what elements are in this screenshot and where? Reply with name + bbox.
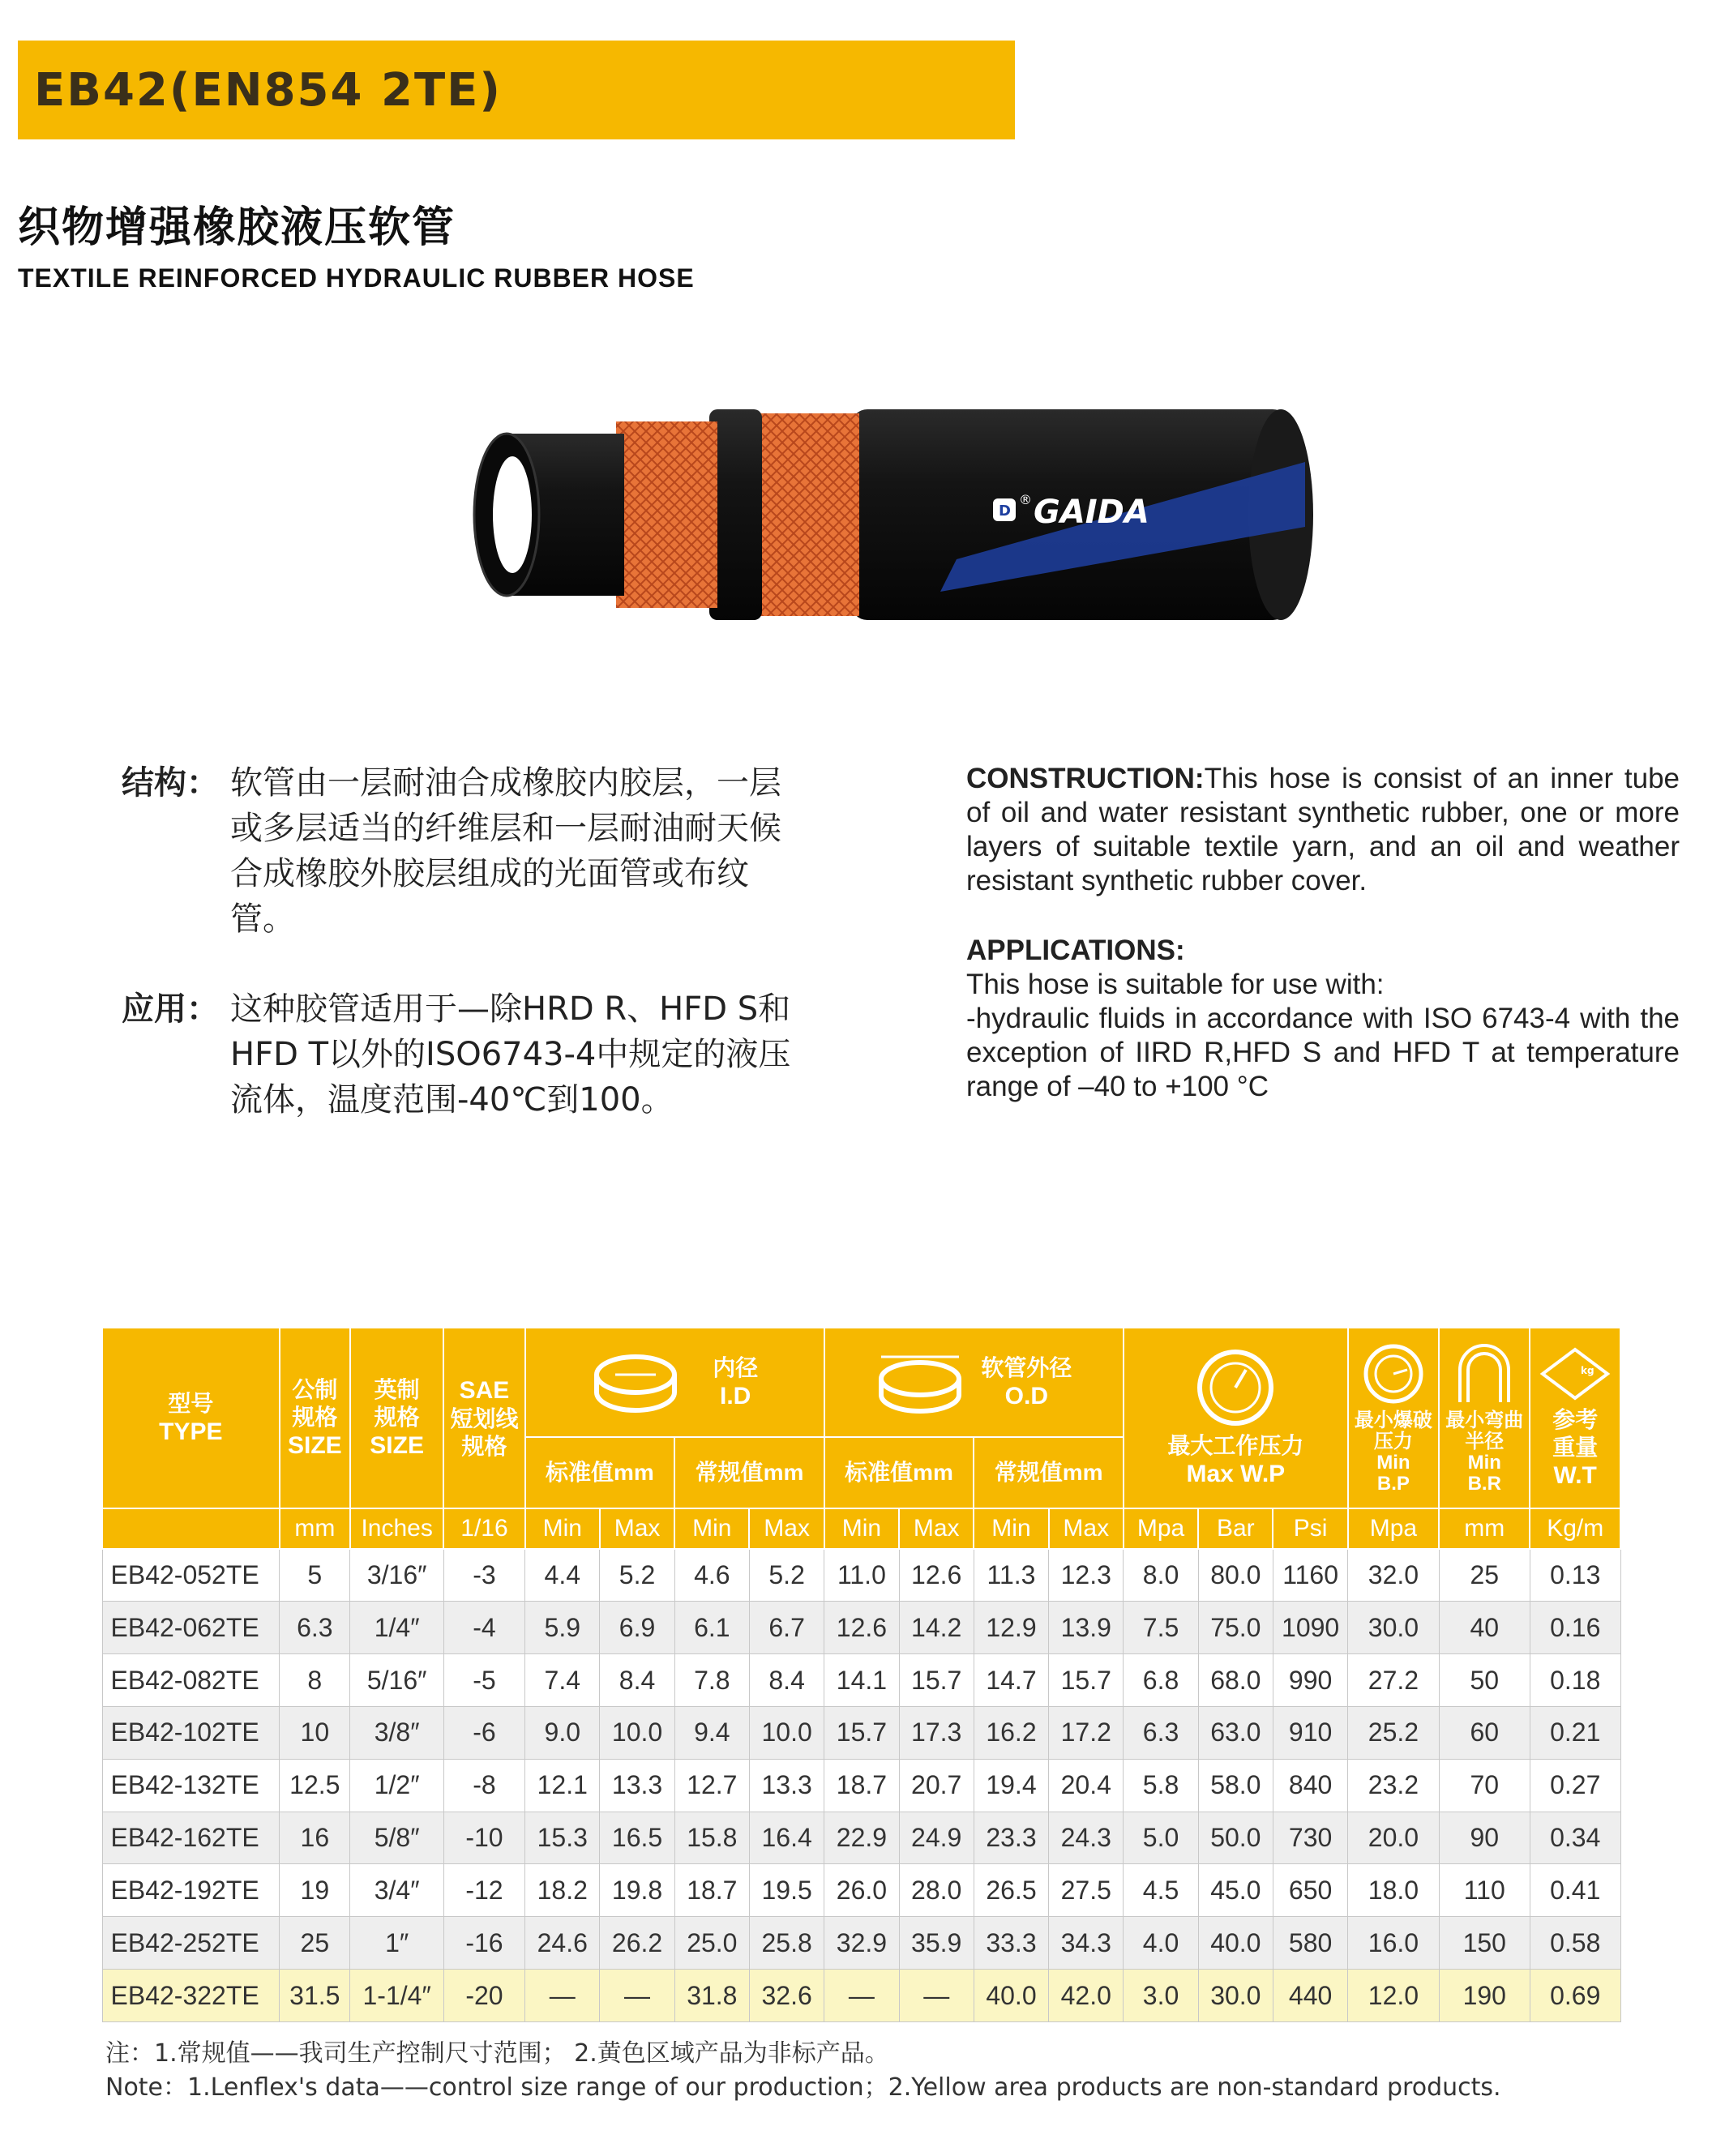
table-cell: 12.6 [899, 1549, 974, 1602]
unit-cell: Min [674, 1508, 749, 1549]
table-cell: 12.5 [280, 1759, 350, 1812]
table-cell: 15.7 [899, 1654, 974, 1707]
table-cell: 0.13 [1530, 1549, 1620, 1602]
hose-textile-layer-2 [754, 413, 859, 616]
table-row [102, 1917, 1620, 1970]
table-cell: 26.0 [824, 1864, 899, 1917]
table-cell: -10 [443, 1812, 524, 1864]
table-row [102, 1812, 1620, 1864]
header-weight: kg 参考 重量 W.T [1530, 1328, 1620, 1508]
table-cell: 10.0 [749, 1706, 824, 1759]
table-row [102, 1602, 1620, 1654]
table-cell: 18.2 [525, 1864, 600, 1917]
table-cell: 14.1 [824, 1654, 899, 1707]
hose-textile-layer-1 [616, 421, 717, 608]
table-cell: 13.9 [1049, 1602, 1124, 1654]
table-cell: 20.4 [1049, 1759, 1124, 1812]
english-product-title: TEXTILE REINFORCED HYDRAULIC RUBBER HOSE [18, 263, 695, 293]
table-cell: 990 [1273, 1654, 1347, 1707]
cn-structure-section [122, 760, 851, 942]
type-cell: EB42-192TE [102, 1864, 280, 1917]
unit-cell: Inches [350, 1508, 443, 1549]
table-cell: -12 [443, 1864, 524, 1917]
type-cell: EB42-052TE [102, 1549, 280, 1602]
table-cell: 16.4 [749, 1812, 824, 1864]
table-cell: 90 [1439, 1812, 1530, 1864]
table-cell: — [525, 1970, 600, 2022]
type-cell: EB42-102TE [102, 1706, 280, 1759]
cn-structure-line: 软管由一层耐油合成橡胶内胶层，一层 [230, 764, 781, 802]
table-cell: — [824, 1970, 899, 2022]
table-cell: 34.3 [1049, 1917, 1124, 1970]
table-cell: 3/8″ [350, 1706, 443, 1759]
table-cell: 1″ [350, 1917, 443, 1970]
table-cell: 0.21 [1530, 1706, 1620, 1759]
header-od-regular: 常规值mm [974, 1437, 1124, 1508]
table-cell: 40.0 [1198, 1917, 1273, 1970]
table-cell: 0.27 [1530, 1759, 1620, 1812]
table-cell: 15.7 [824, 1706, 899, 1759]
table-cell: 6.3 [280, 1602, 350, 1654]
header-sae-dash: SAE 短划线 规格 [443, 1328, 524, 1508]
table-cell: 50 [1439, 1654, 1530, 1707]
unit-row [102, 1508, 1620, 1549]
table-row [102, 1549, 1620, 1602]
cn-structure-line: 或多层适当的纤维层和一层耐油耐天候 [230, 810, 781, 847]
table-cell: 32.0 [1348, 1549, 1439, 1602]
unit-cell: Bar [1198, 1508, 1273, 1549]
svg-text:D: D [999, 503, 1011, 520]
model-title-bar [18, 41, 1015, 139]
specification-table [101, 1327, 1621, 2022]
outer-diameter-icon [875, 1350, 965, 1415]
table-cell: 4.5 [1124, 1864, 1198, 1917]
table-cell: 32.6 [749, 1970, 824, 2022]
chinese-product-title: 织物增强橡胶液压软管 [18, 203, 456, 252]
table-cell: 840 [1273, 1759, 1347, 1812]
table-cell: 31.8 [674, 1970, 749, 2022]
table-cell: 40 [1439, 1602, 1530, 1654]
table-cell: 35.9 [899, 1917, 974, 1970]
en-applications-section [966, 934, 1680, 1104]
table-row [102, 1759, 1620, 1812]
table-cell: 150 [1439, 1917, 1530, 1970]
header-id-standard: 标准值mm [525, 1437, 675, 1508]
header-outer-diameter: 软管外径 O.D [824, 1328, 1124, 1437]
table-cell: 6.3 [1124, 1706, 1198, 1759]
note-english: Note：1.Lenflex's data——control size range of our production；2.Yellow area products are non-standard products. [105, 2073, 1501, 2102]
table-cell: 11.3 [974, 1549, 1048, 1602]
cn-application-section [122, 986, 851, 1123]
table-cell: 22.9 [824, 1812, 899, 1864]
unit-cell: Min [525, 1508, 600, 1549]
type-cell: EB42-082TE [102, 1654, 280, 1707]
table-cell: 18.7 [674, 1864, 749, 1917]
burst-gauge-icon [1357, 1341, 1430, 1406]
table-cell: 17.3 [899, 1706, 974, 1759]
table-cell: 26.5 [974, 1864, 1048, 1917]
table-cell: 12.3 [1049, 1549, 1124, 1602]
table-cell: 0.41 [1530, 1864, 1620, 1917]
table-cell: 10 [280, 1706, 350, 1759]
unit-cell: Mpa [1348, 1508, 1439, 1549]
table-cell: 50.0 [1198, 1812, 1273, 1864]
hose-product-image [470, 397, 1321, 640]
table-cell: 5 [280, 1549, 350, 1602]
table-cell: 33.3 [974, 1917, 1048, 1970]
cn-structure-label: 结构： [122, 764, 219, 802]
table-cell: 5.8 [1124, 1759, 1198, 1812]
unit-cell: Min [974, 1508, 1048, 1549]
table-cell: 32.9 [824, 1917, 899, 1970]
cn-application-line: 流体，温度范围-40℃到100。 [230, 1081, 674, 1119]
table-cell: 16.5 [600, 1812, 674, 1864]
table-cell: 580 [1273, 1917, 1347, 1970]
table-cell: 18.7 [824, 1759, 899, 1812]
table-cell: 12.7 [674, 1759, 749, 1812]
header-working-pressure: 最大工作压力 Max W.P [1124, 1328, 1348, 1508]
en-applications-text: -hydraulic fluids in accordance with ISO 6743-4 with the exception of IIRD R,HFD S and HFD T at temperature range of –40 to +100 °C [966, 1003, 1680, 1102]
table-row [102, 1970, 1620, 2022]
table-cell: 0.69 [1530, 1970, 1620, 2022]
table-cell: 75.0 [1198, 1602, 1273, 1654]
table-cell: 25.2 [1348, 1706, 1439, 1759]
table-cell: 25.8 [749, 1917, 824, 1970]
header-size-inch: 英制 规格 SIZE [350, 1328, 443, 1508]
table-row [102, 1706, 1620, 1759]
table-cell: 0.16 [1530, 1602, 1620, 1654]
gaida-logo-icon [993, 498, 1016, 521]
table-cell: 6.9 [600, 1602, 674, 1654]
table-cell: 8.4 [749, 1654, 824, 1707]
table-body [102, 1549, 1620, 2022]
table-cell: 14.2 [899, 1602, 974, 1654]
pressure-gauge-icon [1191, 1347, 1280, 1428]
table-row [102, 1864, 1620, 1917]
en-construction-label: CONSTRUCTION: [966, 763, 1205, 794]
table-cell: 1-1/4″ [350, 1970, 443, 2022]
table-cell: 730 [1273, 1812, 1347, 1864]
table-cell: 28.0 [899, 1864, 974, 1917]
table-cell: 4.6 [674, 1549, 749, 1602]
table-cell: -5 [443, 1654, 524, 1707]
weight-icon [1539, 1345, 1612, 1402]
table-cell: 15.8 [674, 1812, 749, 1864]
table-cell: 30.0 [1198, 1970, 1273, 2022]
table-cell: 10.0 [600, 1706, 674, 1759]
model-title: EB42(EN854 2TE) [34, 63, 502, 117]
table-cell: 3/4″ [350, 1864, 443, 1917]
table-cell: 16.2 [974, 1706, 1048, 1759]
table-row [102, 1654, 1620, 1707]
table-cell: 7.8 [674, 1654, 749, 1707]
table-cell: 0.34 [1530, 1812, 1620, 1864]
table-cell: 60 [1439, 1706, 1530, 1759]
table-cell: 27.2 [1348, 1654, 1439, 1707]
header-bend-radius: 最小弯曲 半径 Min B.R [1439, 1328, 1530, 1508]
table-cell: 20.7 [899, 1759, 974, 1812]
unit-cell-blank [102, 1508, 280, 1549]
table-cell: 4.0 [1124, 1917, 1198, 1970]
en-construction-text: This hose is consist of an inner tube of oil and water resistant synthetic rubber, one or more layers of suitable textile yarn, and an oil and weather resistant synthetic rubber cover. [966, 763, 1680, 896]
table-cell: 1090 [1273, 1602, 1347, 1654]
table-cell: 5/8″ [350, 1812, 443, 1864]
unit-cell: mm [1439, 1508, 1530, 1549]
cn-structure-line: 合成橡胶外胶层组成的光面管或布纹 [230, 855, 749, 892]
table-cell: — [899, 1970, 974, 2022]
type-cell: EB42-162TE [102, 1812, 280, 1864]
table-cell: 3/16″ [350, 1549, 443, 1602]
unit-cell: mm [280, 1508, 350, 1549]
table-cell: 13.3 [600, 1759, 674, 1812]
en-applications-intro: This hose is suitable for use with: [966, 969, 1385, 1000]
table-cell: 3.0 [1124, 1970, 1198, 2022]
table-cell: 25.0 [674, 1917, 749, 1970]
table-cell: 910 [1273, 1706, 1347, 1759]
table-cell: 23.2 [1348, 1759, 1439, 1812]
table-cell: 25 [280, 1917, 350, 1970]
unit-cell: Kg/m [1530, 1508, 1620, 1549]
cn-application-line: HFD T以外的ISO6743-4中规定的液压 [230, 1036, 791, 1073]
type-cell: EB42-322TE [102, 1970, 280, 2022]
table-cell: 24.9 [899, 1812, 974, 1864]
hose-bore [493, 456, 532, 573]
table-cell: 650 [1273, 1864, 1347, 1917]
table-cell: 12.1 [525, 1759, 600, 1812]
table-cell: 1160 [1273, 1549, 1347, 1602]
table-cell: 0.18 [1530, 1654, 1620, 1707]
table-cell: 1/2″ [350, 1759, 443, 1812]
table-cell: 70 [1439, 1759, 1530, 1812]
table-cell: 19 [280, 1864, 350, 1917]
table-cell: 14.7 [974, 1654, 1048, 1707]
table-cell: 16.0 [1348, 1917, 1439, 1970]
unit-cell: Max [899, 1508, 974, 1549]
table-cell: 20.0 [1348, 1812, 1439, 1864]
table-cell: 80.0 [1198, 1549, 1273, 1602]
table-cell: 42.0 [1049, 1970, 1124, 2022]
header-inner-diameter: 内径 I.D [525, 1328, 824, 1437]
table-cell: 440 [1273, 1970, 1347, 2022]
table-cell: 12.9 [974, 1602, 1048, 1654]
svg-text:kg: kg [1581, 1365, 1594, 1376]
table-cell: 19.4 [974, 1759, 1048, 1812]
table-cell: -4 [443, 1602, 524, 1654]
table-cell: 7.5 [1124, 1602, 1198, 1654]
table-cell: 16 [280, 1812, 350, 1864]
inner-diameter-icon [591, 1350, 680, 1415]
header-burst-pressure: 最小爆破 压力 Min B.P [1348, 1328, 1439, 1508]
table-cell: 40.0 [974, 1970, 1048, 2022]
table-cell: 26.2 [600, 1917, 674, 1970]
table-cell: 17.2 [1049, 1706, 1124, 1759]
unit-cell: Min [824, 1508, 899, 1549]
table-cell: 6.8 [1124, 1654, 1198, 1707]
unit-cell: Max [1049, 1508, 1124, 1549]
bend-radius-icon [1448, 1341, 1521, 1406]
table-cell: -16 [443, 1917, 524, 1970]
header-size-mm: 公制 规格 SIZE [280, 1328, 350, 1508]
table-cell: 8.0 [1124, 1549, 1198, 1602]
unit-cell: Max [749, 1508, 824, 1549]
table-cell: 19.8 [600, 1864, 674, 1917]
table-cell: 190 [1439, 1970, 1530, 2022]
header-id-regular: 常规值mm [674, 1437, 824, 1508]
table-cell: 5.0 [1124, 1812, 1198, 1864]
table-cell: 8 [280, 1654, 350, 1707]
table-cell: -8 [443, 1759, 524, 1812]
table-cell: 5.2 [749, 1549, 824, 1602]
registered-mark: ® [1019, 492, 1032, 507]
table-cell: 25 [1439, 1549, 1530, 1602]
table-cell: 13.3 [749, 1759, 824, 1812]
type-cell: EB42-062TE [102, 1602, 280, 1654]
cn-application-line: 这种胶管适用于—除HRD R、HFD S和 [230, 990, 791, 1028]
type-cell: EB42-252TE [102, 1917, 280, 1970]
table-cell: 45.0 [1198, 1864, 1273, 1917]
hose-brand-name: GAIDA [1034, 494, 1149, 531]
table-cell: 19.5 [749, 1864, 824, 1917]
table-cell: 12.0 [1348, 1970, 1439, 2022]
table-cell: 24.6 [525, 1917, 600, 1970]
table-cell: 24.3 [1049, 1812, 1124, 1864]
type-cell: EB42-132TE [102, 1759, 280, 1812]
unit-cell: 1/16 [443, 1508, 524, 1549]
table-cell: 8.4 [600, 1654, 674, 1707]
table-cell: -3 [443, 1549, 524, 1602]
table-cell: 6.1 [674, 1602, 749, 1654]
table-cell: -20 [443, 1970, 524, 2022]
unit-cell: Psi [1273, 1508, 1347, 1549]
table-cell: 11.0 [824, 1549, 899, 1602]
table-cell: 63.0 [1198, 1706, 1273, 1759]
table-cell: 12.6 [824, 1602, 899, 1654]
table-cell: 58.0 [1198, 1759, 1273, 1812]
table-cell: 5.9 [525, 1602, 600, 1654]
table-cell: 5/16″ [350, 1654, 443, 1707]
table-cell: 9.0 [525, 1706, 600, 1759]
unit-cell: Max [600, 1508, 674, 1549]
table-cell: 31.5 [280, 1970, 350, 2022]
table-cell: 6.7 [749, 1602, 824, 1654]
table-cell: 4.4 [525, 1549, 600, 1602]
table-cell: 68.0 [1198, 1654, 1273, 1707]
table-cell: 27.5 [1049, 1864, 1124, 1917]
en-construction-section [966, 762, 1680, 898]
header-od-standard: 标准值mm [824, 1437, 974, 1508]
table-cell: 15.3 [525, 1812, 600, 1864]
table-cell: 30.0 [1348, 1602, 1439, 1654]
cn-application-label: 应用： [122, 990, 219, 1028]
table-cell: 1/4″ [350, 1602, 443, 1654]
note-chinese: 注：1.常规值——我司生产控制尺寸范围； 2.黄色区域产品为非标产品。 [105, 2039, 889, 2068]
table-cell: 5.2 [600, 1549, 674, 1602]
table-cell: 0.58 [1530, 1917, 1620, 1970]
table-cell: — [600, 1970, 674, 2022]
en-applications-label: APPLICATIONS: [966, 935, 1185, 966]
cn-structure-line: 管。 [230, 900, 295, 938]
header-type: 型号 TYPE [102, 1328, 280, 1508]
table-cell: 9.4 [674, 1706, 749, 1759]
table-cell: 23.3 [974, 1812, 1048, 1864]
table-cell: 15.7 [1049, 1654, 1124, 1707]
table-cell: -6 [443, 1706, 524, 1759]
table-cell: 7.4 [525, 1654, 600, 1707]
table-cell: 110 [1439, 1864, 1530, 1917]
table-cell: 18.0 [1348, 1864, 1439, 1917]
unit-cell: Mpa [1124, 1508, 1198, 1549]
